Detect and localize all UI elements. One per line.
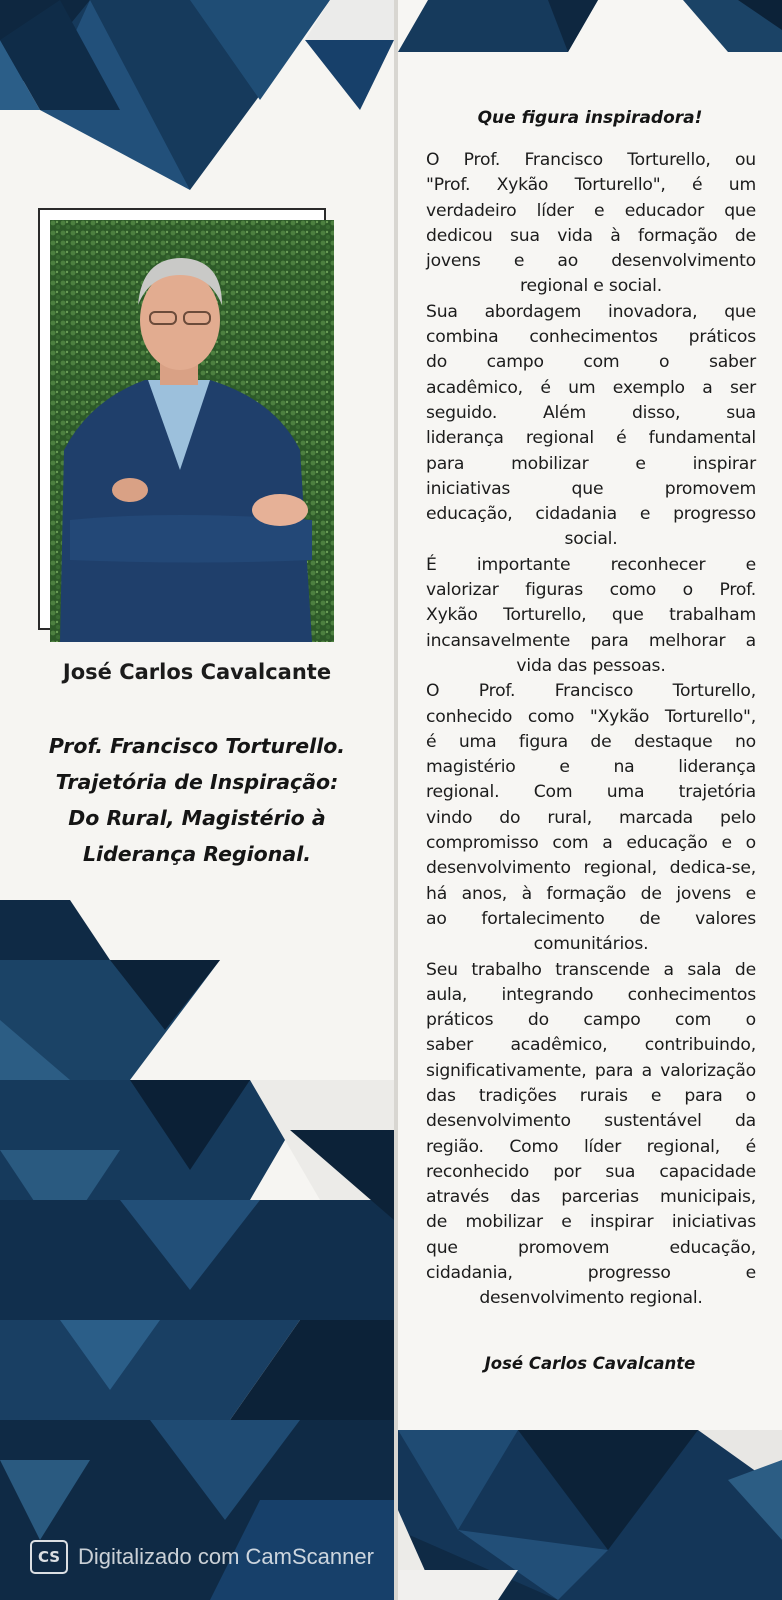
camscanner-logo-icon: CS: [30, 1540, 68, 1574]
text-line: seguido. Além disso, sua: [426, 402, 756, 423]
text-line: ao fortalecimento de valores: [426, 908, 756, 929]
text-line: compromisso com a educação e o: [426, 833, 756, 854]
text-line: Xykão Torturello, que trabalham: [426, 605, 756, 626]
text-line: significativamente, para a valorização: [426, 1060, 756, 1081]
text-line: acadêmico, é um exemplo a ser: [426, 377, 756, 398]
text-line: conhecido como "Xykão Torturello",: [426, 706, 756, 727]
text-line: jovens e ao desenvolvimento: [426, 251, 756, 272]
article-heading: Que figura inspiradora!: [477, 108, 703, 128]
bottom-left-triangle-pattern: [0, 900, 394, 1600]
text-line: através das parcerias municipais,: [426, 1187, 756, 1208]
text-line: práticos do campo com o: [426, 1010, 756, 1031]
text-line: para mobilizar e inspirar: [426, 453, 756, 474]
text-line: saber acadêmico, contribuindo,: [426, 1035, 756, 1056]
text-line: dedicou sua vida à formação de: [426, 225, 756, 246]
text-line: verdadeiro líder e educador que: [426, 200, 756, 221]
text-line: O Prof. Francisco Torturello, ou: [426, 150, 756, 170]
signature: José Carlos Cavalcante: [484, 1354, 696, 1373]
text-line: vida das pessoas.: [516, 655, 666, 676]
text-line: vindo do rural, marcada pelo: [426, 807, 756, 828]
book-title: [0, 728, 394, 872]
author-name: José Carlos Cavalcante: [62, 660, 332, 684]
text-line: do campo com o saber: [426, 352, 756, 373]
text-line: É importante reconhecer e: [426, 554, 756, 575]
text-line: incansavelmente para melhorar a: [426, 630, 756, 651]
text-line: que promovem educação,: [426, 1237, 756, 1258]
text-line: magistério e na liderança: [426, 757, 756, 778]
text-line: desenvolvimento regional, dedica-se,: [426, 858, 756, 879]
text-line: "Prof. Xykão Torturello", é um: [426, 175, 756, 196]
text-line: desenvolvimento sustentável da: [426, 1111, 756, 1132]
book-title-line: Do Rural, Magistério à: [68, 806, 326, 830]
book-title-line: Prof. Francisco Torturello.: [48, 734, 346, 758]
top-left-triangle-pattern: [0, 0, 394, 200]
bottom-right-triangle-pattern: [398, 1430, 782, 1600]
text-line: Seu trabalho transcende a sala de: [426, 959, 756, 980]
text-line: região. Como líder regional, é: [426, 1136, 756, 1157]
text-line: reconhecido por sua capacidade: [426, 1161, 756, 1182]
portrait-photo: [50, 220, 334, 642]
text-line: combina conhecimentos práticos: [426, 327, 756, 348]
text-line: regional. Com uma trajetória: [426, 782, 756, 803]
text-line: educação, cidadania e progresso: [426, 504, 756, 525]
text-line: comunitários.: [533, 934, 649, 955]
text-line: O Prof. Francisco Torturello,: [426, 681, 756, 702]
text-line: social.: [564, 529, 618, 550]
watermark-text: Digitalizado com CamScanner: [78, 1544, 374, 1569]
text-line: cidadania, progresso e: [426, 1263, 756, 1284]
text-line: valorizar figuras como o Prof.: [426, 580, 756, 601]
text-line: é uma figura de destaque no: [426, 731, 756, 752]
book-title-line: Liderança Regional.: [82, 842, 312, 866]
top-right-triangle-pattern: [398, 0, 782, 60]
book-title-line: Trajetória de Inspiração:: [55, 770, 339, 794]
text-line: aula, integrando conhecimentos: [426, 984, 756, 1005]
text-line: regional e social.: [519, 276, 663, 297]
text-line: liderança regional é fundamental: [426, 428, 756, 449]
scanner-watermark: [30, 1540, 374, 1574]
text-line: iniciativas que promovem: [426, 478, 756, 499]
text-line: das tradições rurais e para o: [426, 1085, 756, 1106]
text-line: desenvolvimento regional.: [479, 1288, 703, 1309]
text-line: de mobilizar e inspirar iniciativas: [426, 1212, 756, 1233]
article-body: [426, 148, 756, 1312]
right-panel: [398, 0, 782, 1600]
text-line: Sua abordagem inovadora, que: [426, 301, 756, 322]
text-line: há anos, à formação de jovens e: [426, 883, 756, 904]
